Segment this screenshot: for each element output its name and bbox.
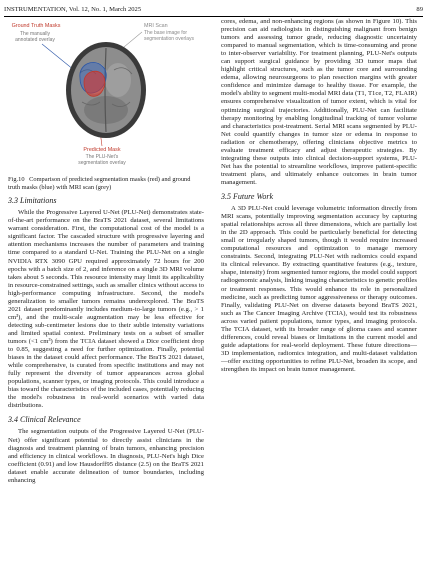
mri-label-title: MRI Scan: [144, 23, 168, 29]
limitations-paragraph: While the Progressive Layered U-Net (PLU-Net) demonstrates state-of-the-art performance on the BraTS 2021 dataset, several limitations warrant consideration. First, the computational cost of the model is a significant factor. The cascaded structure with progressive layering and attention mechanisms increases the number of parameters and training time compared to a standard U-Net. Training the PLU-Net on a single NVIDIA RTX 3090 GPU required approximately 72 hours for 200 epochs with a batch size of 2, and inference on a single 3D MRI volume takes about 5 seconds. This resource intensity may limit its applicability in resource-constrained settings, such as smaller clinics without access to high-performance computing infrastructure. Second, the model's generalization to smaller tumors remains underexplored. The BraTS 2021 dataset predominantly includes medium-to-large tumors (e.g., > 1 cm³), and the multi-scale augmentation may be less effective for detecting sub-centimeter lesions due to their subtle intensity variations and limited spatial context. Preliminary tests on a subset of smaller tumors (<1 cm³) from the TCIA dataset showed a Dice coefficient drop to 0.85, suggesting a need for further optimization. Finally, potential biases in the dataset could affect performance. The BraTS 2021 dataset, while comprehensive, is curated from specific institutions and may not fully represent the diversity of tumor appearances across global populations, scanner types, or imaging protocols. This could introduce a bias toward the characteristics of the included cases, potentially reducing the model's robustness in real-world scenarios with varied data distributions.: [8, 209, 204, 410]
left-column: [8, 18, 204, 485]
right-column: [221, 18, 417, 374]
future-paragraph: A 3D PLU-Net could leverage volumetric information directly from MRI scans, potentially improving segmentation accuracy by capturing spatial relationships across all three dimensions, which are partially lost in the 2D approach. This could be particularly beneficial for detecting small or irregularly shaped tumors, though it would require increased computational resources and optimization to manage memory constraints. Second, integrating PLU-Net with radiomics could expand its clinical relevance. By extracting quantitative features (e.g., texture, shape, intensity) from segmented tumor regions, the model could support radiogenomic analysis, linking imaging characteristics to genetic profiles or treatment responses. This would enhance its role in personalized medicine, such as predicting tumor aggressiveness or therapy outcomes. Finally, validating PLU-Net on diverse datasets beyond BraTS 2021, such as The Cancer Imaging Archive (TCIA), would test its robustness across varied patient populations, tumor types, and imaging protocols. The TCIA dataset, with its broader range of glioma cases and scanner differences, could reveal biases or limitations in the current model and guide adaptations for real-world deployment. These future directions—3D implementation, radiomics integration, and multi-dataset validation—offer exciting opportunities to refine PLU-Net, broaden its scope, and strengthen its impact on brain tumor management.: [221, 205, 417, 373]
clinical-paragraph-part1: The segmentation outputs of the Progressive Layered U-Net (PLU-Net) offer significant potential to directly assist clinicians in the diagnosis and treatment planning of brain tumors, enhancing precision and efficiency in clinical workflows. In diagnosis, PLU-Net's high Dice coefficient (0.91) and low Hausdorff95 distance (2.5) on the BraTS 2021 dataset enable accurate delineation of tumor boundaries, including enhancing: [8, 428, 204, 484]
limitations-heading: 3.3 Limitations: [8, 196, 57, 206]
pred-label-desc: The PLU-Net's segmentation overlay: [78, 154, 126, 166]
caption-text: Comparison of predicted segmentation masks (red) and ground truth masks (blue) with MRI scan (grey): [8, 176, 191, 191]
caption-number: Fig.10: [8, 176, 25, 183]
pred-label-title: Predicted Mask: [83, 147, 121, 153]
clinical-paragraph-part2: cores, edema, and non-enhancing regions (as shown in Figure 10). This precision can aid radiologists in distinguishing malignant from benign tumors and assessing tumor grade, reducing diagnostic uncertainty compared to manual segmentation, which is time-consuming and prone to inter-observer variability. For treatment planning, PLU-Net's outputs can support surgical guidance by providing 3D tumor maps that highlight critical structures, such as the tumor core and surrounding edema, allowing neurosurgeons to plan resection margins with greater confidence and minimize damage to healthy tissue. For example, the model's ability to segment multi-modal MRI data (T1, T1ce, T2, FLAIR) ensures comprehensive visualization of tumor extent, which is vital for optimizing surgical trajectories. Additionally, PLU-Net can facilitate therapy monitoring by enabling longitudinal tracking of tumor volume and characteristics post-treatment. Serial MRI scans segmented by PLU-Net could quantify changes in tumor size or edema in response to radiation or chemotherapy, offering clinicians objective metrics to evaluate treatment efficacy and adjust therapeutic strategies. By integrating these outputs into clinical decision-support systems, PLU-Net has the potential to streamline workflows, improve patient-specific treatment plans, and ultimately enhance outcomes in brain tumor management.: [221, 18, 417, 186]
future-heading: 3.5 Future Work: [221, 191, 274, 201]
mri-scan: [66, 42, 146, 138]
figure-caption: [8, 176, 204, 191]
gt-label-title: Ground Truth Masks: [11, 23, 61, 29]
mri-label-desc: The base image for segmentation overlays: [144, 30, 195, 42]
figure-10: [8, 18, 204, 172]
predicted-mask: [84, 71, 105, 96]
gt-leader-line: [42, 44, 74, 70]
journal-info: INSTRUMENTATION, Vol. 12, No. 1, March 2025: [4, 5, 142, 13]
clinical-heading: 3.4 Clinical Relevance: [8, 415, 81, 425]
page-number: 89: [416, 5, 423, 13]
gt-label-desc: The manually annotated overlay: [15, 31, 55, 43]
page-header: [4, 3, 423, 17]
